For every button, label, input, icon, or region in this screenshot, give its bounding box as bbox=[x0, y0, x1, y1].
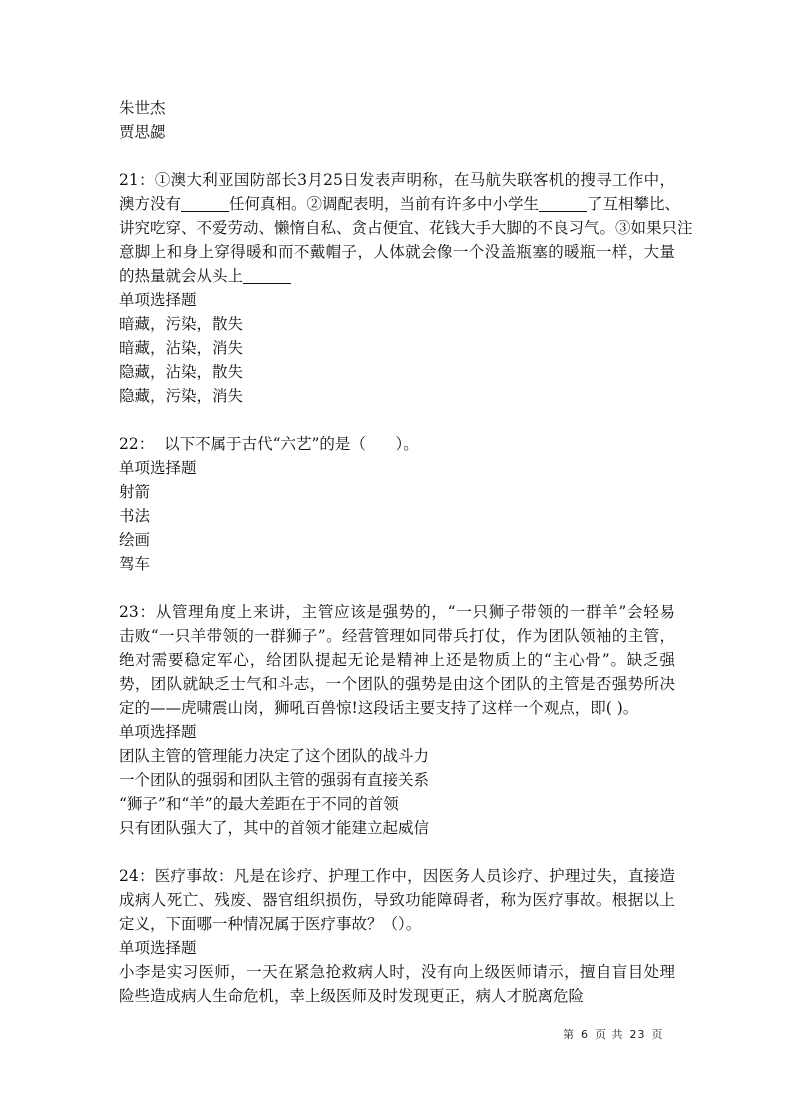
q23-stem-line-2: 击败“一只羊带领的一群狮子”。经营管理如同带兵打仗，作为团队领袖的主管， bbox=[119, 627, 675, 645]
q24-stem-line-1: 24：医疗事故：凡是在诊疗、护理工作中，因医务人员诊疗、护理过失，直接造 bbox=[119, 867, 675, 885]
q21-type: 单项选择题 bbox=[119, 291, 197, 309]
q22-option-c[interactable]: 绘画 bbox=[119, 531, 151, 549]
total-pages: 23 bbox=[629, 1028, 646, 1041]
q21-option-b[interactable]: 暗藏，沾染，消失 bbox=[119, 339, 244, 357]
q21-option-d[interactable]: 隐藏，污染，消失 bbox=[119, 387, 244, 405]
q22-type: 单项选择题 bbox=[119, 459, 197, 477]
q23-stem-line-1: 23：从管理角度上来讲，主管应该是强势的，“一只狮子带领的一群羊”会轻易 bbox=[119, 603, 675, 621]
question-21 bbox=[119, 168, 693, 408]
q23-option-d[interactable]: 只有团队强大了，其中的首领才能建立起威信 bbox=[119, 819, 430, 837]
q23-option-c[interactable]: “狮子”和“羊”的最大差距在于不同的首领 bbox=[119, 795, 399, 813]
q23-stem-line-5: 定的——虎啸震山岗，狮吼百兽惊!这段话主要支持了这样一个观点，即( )。 bbox=[119, 699, 639, 717]
q21-stem-line-5: 的热量就会从头上 bbox=[119, 264, 675, 288]
q24-type: 单项选择题 bbox=[119, 939, 197, 957]
blank-2 bbox=[539, 195, 587, 212]
q23-type: 单项选择题 bbox=[119, 723, 197, 741]
q21-option-c[interactable]: 隐藏，沾染，散失 bbox=[119, 363, 244, 381]
q23-stem-line-3: 绝对需要稳定军心，给团队提起无论是精神上还是物质上的“主心骨”。缺乏强 bbox=[119, 651, 675, 669]
q22-option-d[interactable]: 驾车 bbox=[119, 555, 151, 573]
question-22 bbox=[119, 432, 675, 576]
q24-stem-line-3: 定义，下面哪一种情况属于医疗事故？（）。 bbox=[119, 915, 422, 933]
name-zhu-shijie: 朱世杰 bbox=[119, 99, 166, 117]
name-jia-sixie: 贾思勰 bbox=[119, 123, 166, 141]
page-footer: 第 6 页 共 23 页 bbox=[563, 1028, 664, 1041]
q21-option-a[interactable]: 暗藏，污染，散失 bbox=[119, 315, 244, 333]
question-23 bbox=[119, 600, 675, 840]
q24-stem-line-2: 成病人死亡、残废、器官组织损伤，导致功能障碍者，称为医疗事故。根据以上 bbox=[119, 891, 675, 909]
question-24 bbox=[119, 864, 675, 1008]
blank-3 bbox=[243, 267, 291, 284]
current-page-number: 6 bbox=[581, 1028, 589, 1041]
document-page bbox=[119, 96, 693, 1008]
q21-stem-line-1: 21：①澳大利亚国防部长3月25日发表声明称，在马航失联客机的搜寻工作中， bbox=[119, 171, 675, 189]
q24-option-a-line-2[interactable]: 险些造成病人生命危机，幸上级医师及时发现更正，病人才脱离危险 bbox=[119, 987, 585, 1005]
q22-option-a[interactable]: 射箭 bbox=[119, 483, 151, 501]
q23-stem-line-4: 势，团队就缺乏士气和斗志，一个团队的强势是由这个团队的主管是否强势所决 bbox=[119, 675, 675, 693]
q23-option-b[interactable]: 一个团队的强弱和团队主管的强弱有直接关系 bbox=[119, 771, 430, 789]
blank-1 bbox=[181, 195, 229, 212]
q21-stem-line-4: 意脚上和身上穿得暖和而不戴帽子，人体就会像一个没盖瓶塞的暖瓶一样，大量 bbox=[119, 243, 675, 261]
q22-stem: 22： 以下不属于古代“六艺”的是（ ）。 bbox=[119, 435, 419, 453]
q21-stem-line-2: 澳方没有 任何真相。②调配表明，当前有许多中小学生 了互相攀比、 bbox=[119, 195, 681, 213]
q24-option-a-line-1[interactable]: 小李是实习医师，一天在紧急抢救病人时，没有向上级医师请示，擅自盲目处理 bbox=[119, 963, 675, 981]
q23-option-a[interactable]: 团队主管的管理能力决定了这个团队的战斗力 bbox=[119, 747, 430, 765]
q22-option-b[interactable]: 书法 bbox=[119, 507, 151, 525]
q21-stem-line-3: 讲究吃穿、不爱劳动、懒惰自私、贪占便宜、花钱大手大脚的不良习气。③如果只注 bbox=[119, 219, 693, 237]
